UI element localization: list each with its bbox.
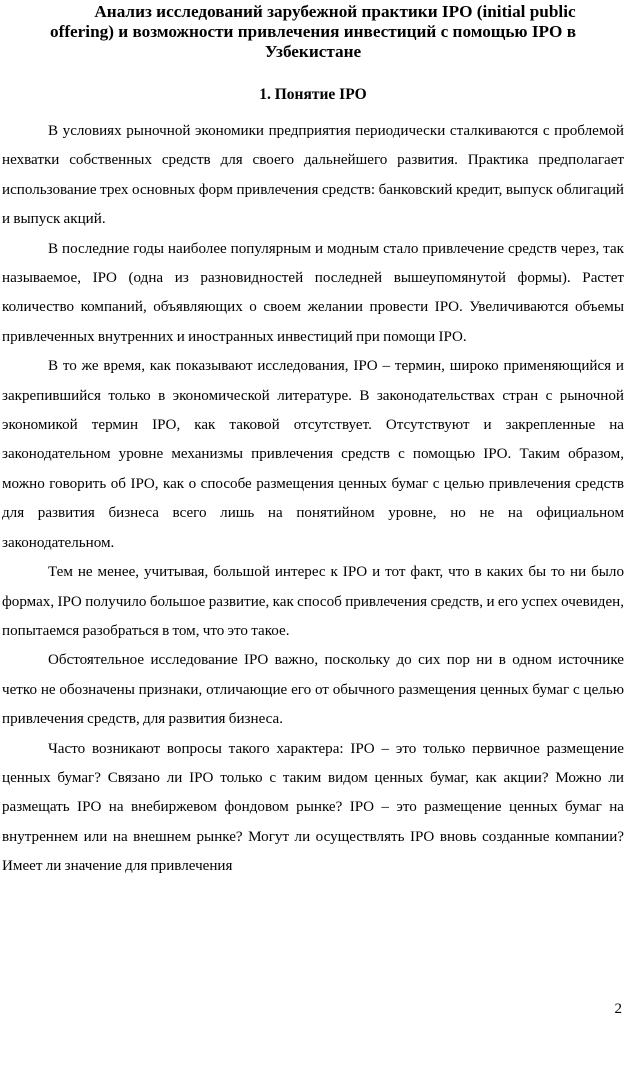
title-line-1: Анализ исследований зарубежной практики IPO (initial public xyxy=(94,2,576,21)
body-text xyxy=(2,117,624,882)
paragraph-5: Обстоятельное исследование IPO важно, поскольку до сих пор ни в одном источнике четко не обозначены признаки, отличающие его от обычного размещения ценных бумаг с целью привлечения средств, для развития бизнеса. xyxy=(2,652,624,728)
title-line-2: offering) и возможности привлечения инвестиций с помощью IPO в Узбекистане xyxy=(50,22,576,61)
paragraph-2: В последние годы наиболее популярным и модным стало привлечение средств через, так называемое, IPO (одна из разновидностей последней вышеупомянутой формы). Растет количество компаний, объявляющих о своем желании провести IPO. Увеличиваются объемы привлеченных внутренних и иностранных инвестиций при помощи IPO. xyxy=(2,240,624,345)
paragraph-4: Тем не менее, учитывая, большой интерес к IPO и тот факт, что в каких бы то ни было формах, IPO получило большое развитие, как способ привлечения средств, и его успех очевиден, попытаемся разобраться в том, что это такое. xyxy=(2,564,624,639)
paragraph-6: Часто возникают вопросы такого характера: IPO – это только первичное размещение ценных бумаг? Связано ли IPO только с таким видом ценных бумаг, как акции? Можно ли размещать IPO на внебиржевом фондовом рынке? IPO – это размещение ценных бумаг на внутреннем или на внешнем рынке? Могут ли осуществлять IPO вновь созданные компании? Имеет ли значение для привлечения xyxy=(2,740,624,875)
paragraph-1: В условиях рыночной экономики предприятия периодически сталкиваются с проблемой нехватки собственных средств для своего дальнейшего развития. Практика предполагает использование трех основных форм привлечения средств: банковский кредит, выпуск облигаций и выпуск акций. xyxy=(2,123,624,228)
document-title xyxy=(2,2,624,62)
section-heading: 1. Понятие IPO xyxy=(259,86,367,103)
paragraph-3: В то же время, как показывают исследования, IPO – термин, широко применяющийся и закрепившийся только в экономической литературе. В законодательствах стран с рыночной экономикой термин IPO, как таковой отсутствует. Отсутствуют и закрепленные на законодательном уровне механизмы привлечения средств с помощью IPO. Таким образом, можно говорить об IPO, как о способе размещения ценных бумаг с целью привлечения средств для развития бизнеса всего лишь на понятийном уровне, но не на официальном законодательном. xyxy=(2,358,624,551)
page-number: 2 xyxy=(614,1001,622,1017)
